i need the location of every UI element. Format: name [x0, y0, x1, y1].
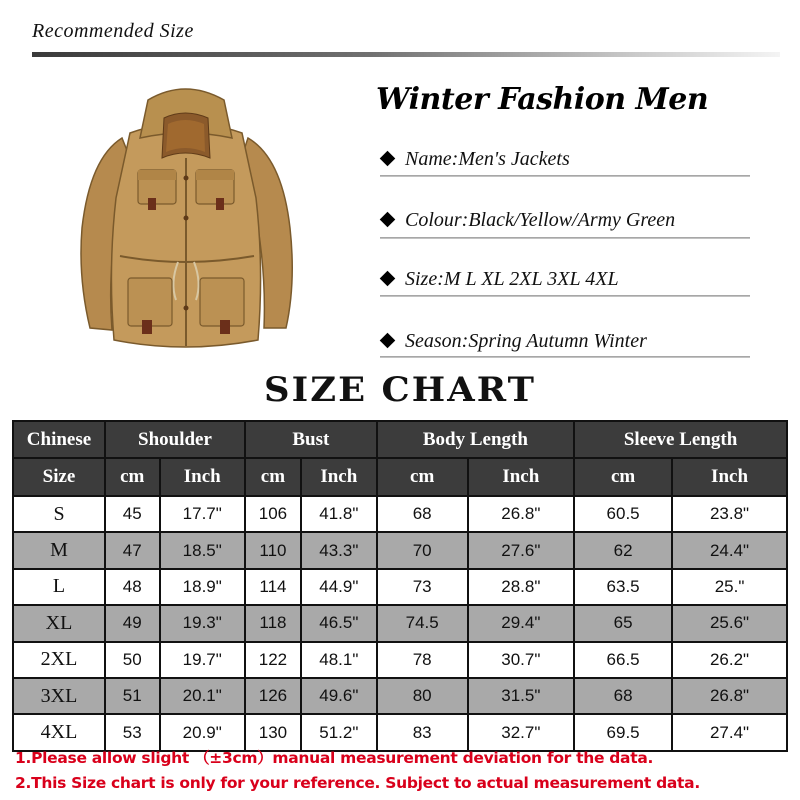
table-cell: 118	[245, 605, 301, 641]
table-cell: 20.9"	[160, 714, 245, 750]
table-row	[13, 532, 787, 568]
size-cell: M	[13, 532, 105, 568]
table-row	[13, 605, 787, 641]
product-title: Winter Fashion Men	[376, 82, 709, 117]
size-cell: S	[13, 496, 105, 532]
table-cell: 122	[245, 642, 301, 678]
table-cell: 51.2"	[301, 714, 377, 750]
detail-value: M L XL 2XL 3XL 4XL	[443, 268, 619, 290]
table-cell: 66.5	[574, 642, 672, 678]
table-cell: 51	[105, 678, 160, 714]
col-header-body-length: Body Length	[377, 421, 574, 458]
table-cell: 48	[105, 569, 160, 605]
product-size-row	[380, 268, 750, 291]
detail-value: Spring Autumn Winter	[468, 330, 647, 352]
info-divider	[380, 237, 750, 239]
size-chart-title: SIZE CHART	[263, 370, 537, 410]
table-cell: 19.3"	[160, 605, 245, 641]
table-cell: 63.5	[574, 569, 672, 605]
unit-header: cm	[105, 458, 160, 496]
unit-header: Inch	[672, 458, 787, 496]
unit-header: cm	[377, 458, 468, 496]
col-header-bust: Bust	[245, 421, 377, 458]
table-cell: 78	[377, 642, 468, 678]
product-name-row	[380, 148, 750, 171]
unit-header: Inch	[468, 458, 575, 496]
table-cell: 69.5	[574, 714, 672, 750]
product-colour-row	[380, 209, 750, 232]
table-cell: 41.8"	[301, 496, 377, 532]
detail-label: Size:	[405, 268, 444, 290]
table-cell: 80	[377, 678, 468, 714]
table-cell: 70	[377, 532, 468, 568]
table-cell: 114	[245, 569, 301, 605]
table-cell: 73	[377, 569, 468, 605]
table-cell: 53	[105, 714, 160, 750]
detail-label: Colour:	[405, 209, 469, 231]
table-cell: 26.8"	[672, 678, 787, 714]
table-row	[13, 496, 787, 532]
table-cell: 31.5"	[468, 678, 575, 714]
unit-header: cm	[574, 458, 672, 496]
size-cell: XL	[13, 605, 105, 641]
reference-note: 2.This Size chart is only for your reference. Subject to actual measurement data.	[15, 774, 700, 792]
size-cell: 2XL	[13, 642, 105, 678]
diamond-bullet-icon	[380, 333, 396, 349]
table-cell: 20.1"	[160, 678, 245, 714]
size-chart-table	[12, 420, 788, 752]
header-title: Recommended Size	[32, 20, 194, 42]
size-cell: 4XL	[13, 714, 105, 750]
table-cell: 27.6"	[468, 532, 575, 568]
table-cell: 48.1"	[301, 642, 377, 678]
table-cell: 49	[105, 605, 160, 641]
table-cell: 27.4"	[672, 714, 787, 750]
table-cell: 24.4"	[672, 532, 787, 568]
col-header-size-top: Chinese	[13, 421, 105, 458]
detail-value: Men's Jackets	[458, 148, 570, 170]
table-cell: 110	[245, 532, 301, 568]
table-cell: 126	[245, 678, 301, 714]
info-divider	[380, 175, 750, 177]
table-cell: 60.5	[574, 496, 672, 532]
table-cell: 25.6"	[672, 605, 787, 641]
size-cell: L	[13, 569, 105, 605]
table-row	[13, 678, 787, 714]
product-season-row	[380, 330, 750, 353]
table-cell: 26.8"	[468, 496, 575, 532]
unit-header: Inch	[301, 458, 377, 496]
jacket-image	[60, 78, 310, 368]
table-cell: 25."	[672, 569, 787, 605]
col-header-sleeve-length: Sleeve Length	[574, 421, 787, 458]
table-cell: 62	[574, 532, 672, 568]
table-cell: 49.6"	[301, 678, 377, 714]
table-cell: 29.4"	[468, 605, 575, 641]
table-cell: 65	[574, 605, 672, 641]
table-cell: 68	[377, 496, 468, 532]
table-cell: 19.7"	[160, 642, 245, 678]
table-cell: 50	[105, 642, 160, 678]
table-cell: 26.2"	[672, 642, 787, 678]
diamond-bullet-icon	[380, 151, 396, 167]
col-header-shoulder: Shoulder	[105, 421, 245, 458]
unit-header: cm	[245, 458, 301, 496]
page-header	[0, 0, 800, 62]
measurement-note: 1.Please allow slight （±3cm）manual measurement deviation for the data.	[15, 749, 654, 767]
table-cell: 106	[245, 496, 301, 532]
table-cell: 18.5"	[160, 532, 245, 568]
detail-label: Name:	[405, 148, 459, 170]
table-cell: 45	[105, 496, 160, 532]
table-cell: 18.9"	[160, 569, 245, 605]
table-cell: 43.3"	[301, 532, 377, 568]
info-divider	[380, 356, 750, 358]
table-cell: 47	[105, 532, 160, 568]
table-cell: 74.5	[377, 605, 468, 641]
table-cell: 44.9"	[301, 569, 377, 605]
detail-label: Season:	[405, 330, 469, 352]
table-row	[13, 642, 787, 678]
table-cell: 83	[377, 714, 468, 750]
table-cell: 28.8"	[468, 569, 575, 605]
table-cell: 23.8"	[672, 496, 787, 532]
table-cell: 30.7"	[468, 642, 575, 678]
diamond-bullet-icon	[380, 271, 396, 287]
diamond-bullet-icon	[380, 212, 396, 228]
table-cell: 17.7"	[160, 496, 245, 532]
table-cell: 130	[245, 714, 301, 750]
unit-header: Inch	[160, 458, 245, 496]
table-cell: 68	[574, 678, 672, 714]
detail-value: Black/Yellow/Army Green	[468, 209, 676, 231]
table-cell: 32.7"	[468, 714, 575, 750]
info-divider	[380, 295, 750, 297]
table-row	[13, 569, 787, 605]
table-cell: 46.5"	[301, 605, 377, 641]
size-cell: 3XL	[13, 678, 105, 714]
col-header-size-bottom: Size	[13, 458, 105, 496]
header-divider	[32, 52, 780, 57]
